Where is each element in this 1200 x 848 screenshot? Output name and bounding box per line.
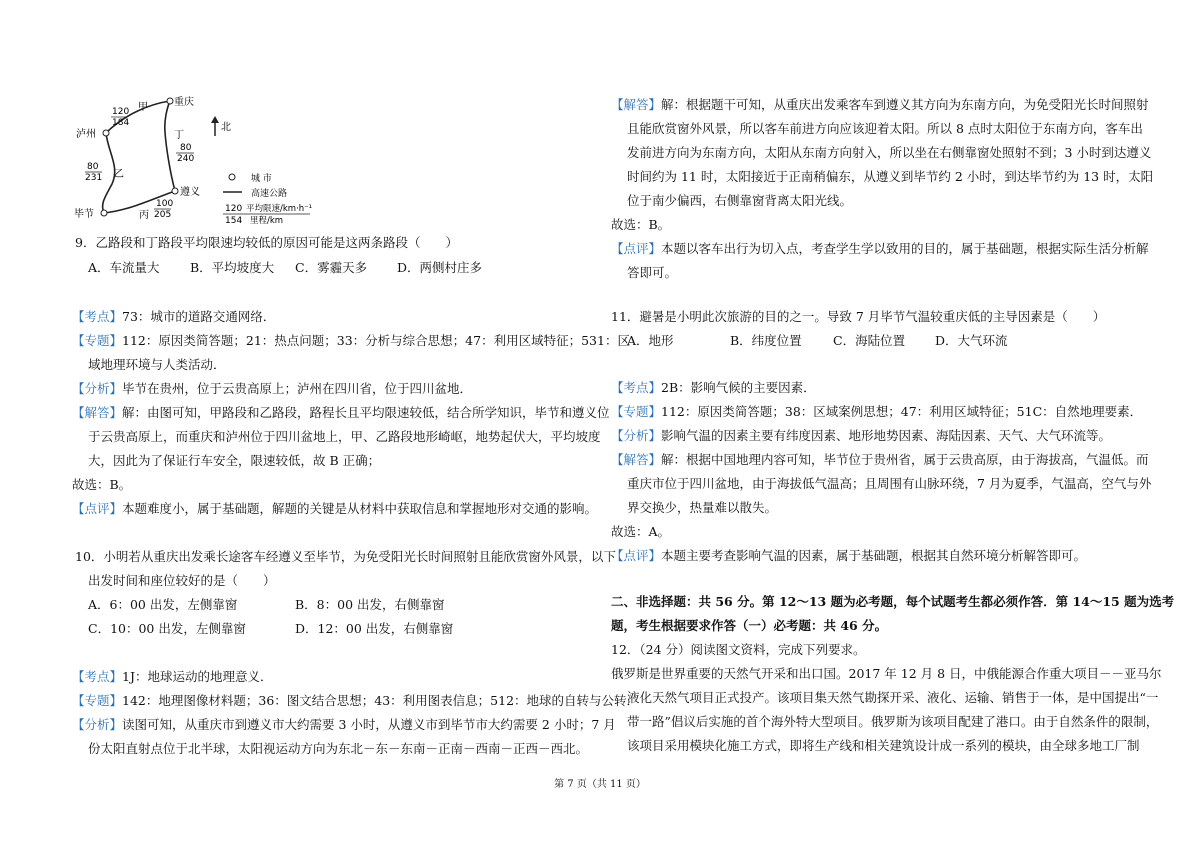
segment-bing-label: 丙 — [139, 210, 149, 221]
jieda-text: 解：由图可知，甲路段和乙路段，路程长且平均限速较低，结合所学知识，毕节和遵义位 — [122, 405, 610, 420]
zhuanti-text: 112：原因类简答题；21：热点问题；33：分析与综合思想；47：利用区域特征；531：区 — [122, 333, 630, 348]
question-12-passage-1: 俄罗斯是世界重要的天然气开采和出口国。2017 年 12 月 8 日，中俄能源合作重大项目－－亚马尔 — [611, 666, 1162, 681]
kaodian-text: 1J：地球运动的地理意义． — [122, 669, 273, 684]
bing-distance: 205 — [154, 210, 172, 220]
fenxi-text: 读图可知，从重庆市到遵义市大约需要 3 小时，从遵义市到毕节市大约需要 2 小时；7 月 — [122, 717, 616, 732]
q10-jieda-cont-4: 位于南少偏西，右侧靠窗背离太阳光线。 — [627, 193, 853, 208]
fenxi-text: 毕节在贵州，位于云贵高原上；泸州在四川省，位于四川盆地． — [122, 381, 473, 396]
legend-speed-label: 平均限速/km·h⁻¹ — [246, 204, 313, 214]
q9-jieda-cont-2: 大，因此为了保证行车安全，限速较低，故 B 正确； — [88, 453, 381, 468]
q9-jieda-cont-1: 于云贵高原上，而重庆和泸州位于四川盆地上，甲、乙路段地形崎岖，地势起伏大，平均坡度 — [88, 429, 601, 444]
legend-distance-value: 154 — [225, 216, 243, 226]
q11-kaodian — [611, 380, 816, 396]
segment-ding-label: 丁 — [174, 130, 184, 141]
dianping-tag: 【点评】 — [611, 241, 662, 256]
q11-dianping — [611, 548, 1086, 564]
dianping-tag: 【点评】 — [611, 548, 662, 563]
q11-zhuanti — [611, 404, 1142, 420]
kaodian-text: 2B：影响气候的主要因素． — [661, 380, 816, 395]
question-11-option-d: D．大气环流 — [935, 333, 1008, 348]
yi-speed: 80 — [87, 162, 99, 172]
q9-dianping — [72, 501, 597, 517]
q11-answer: 故选：A。 — [611, 524, 671, 539]
question-12-passage-3: 带一路”倡议后实施的首个海外特大型项目。俄罗斯为该项目配建了港口。由于自然条件的限制， — [627, 714, 1159, 729]
kaodian-tag: 【考点】 — [72, 309, 123, 324]
q9-jieda — [72, 405, 610, 421]
q10-jieda — [611, 97, 1149, 113]
zhuanti-tag: 【专题】 — [72, 693, 123, 708]
q10-jieda-cont-3: 时间约为 11 时，太阳接近于正南稍偏东，从遵义到毕节约 2 小时，到达毕节约为 13 时，太阳 — [627, 169, 1154, 184]
city-bijie-marker — [101, 210, 107, 216]
question-10-stem-cont: 出发时间和座位较好的是（ ） — [88, 573, 276, 588]
dianping-text: 本题难度小，属于基础题，解题的关键是从材料中获取信息和掌握地形对交通的影响。 — [122, 501, 598, 516]
jieda-text: 解：根据题干可知，从重庆出发乘客车到遵义其方向为东南方向，为免受阳光长时间照射 — [661, 97, 1149, 112]
city-zunyi-label: 遵义 — [180, 187, 200, 198]
bing-speed: 100 — [156, 199, 174, 209]
jieda-tag: 【解答】 — [72, 405, 123, 420]
q11-jieda — [611, 452, 1149, 468]
legend-speed-value: 120 — [225, 204, 243, 214]
q10-fenxi — [72, 717, 616, 733]
question-11-option-c: C．海陆位置 — [833, 333, 906, 348]
q9-answer: 故选：B。 — [72, 477, 132, 492]
q9-zhuanti-cont: 域地理环境与人类活动． — [88, 357, 226, 372]
question-9-option-a: A．车流量大 — [88, 260, 160, 275]
jia-speed: 120 — [112, 107, 130, 117]
q10-kaodian — [72, 669, 272, 685]
city-zunyi-marker — [172, 188, 178, 194]
jieda-tag: 【解答】 — [611, 97, 662, 112]
segment-yi-label: 乙 — [114, 169, 124, 180]
yi-distance: 231 — [85, 173, 103, 183]
section-2-title: 二、非选择题：共 56 分。第 12～13 题为必考题，每个试题考生都必须作答．第 14～15 题为选考 — [611, 594, 1175, 609]
road-zunyi-chongqing — [165, 101, 175, 191]
question-11-stem: 11．避暑是小明此次旅游的目的之一。导致 7 月毕节气温较重庆低的主导因素是（ ） — [611, 309, 1106, 324]
city-chongqing-marker — [167, 98, 173, 104]
question-11-option-a: A．地形 — [627, 333, 674, 348]
question-10-option-a: A．6：00 出发，左侧靠窗 — [88, 597, 238, 612]
ding-distance: 240 — [177, 154, 195, 164]
q11-fenxi — [611, 428, 1111, 444]
question-9-stem: 9．乙路段和丁路段平均限速均较低的原因可能是这两条路段（ ） — [75, 235, 458, 250]
city-bijie-label: 毕节 — [74, 209, 94, 220]
q11-jieda-cont-1: 重庆市位于四川盆地，由于海拔低气温高；且周围有山脉环绕，7 月为夏季，气温高，空气与外 — [627, 476, 1152, 491]
jieda-tag: 【解答】 — [611, 452, 662, 467]
dianping-text: 本题以客车出行为切入点，考查学生学以致用的目的，属于基础题，根据实际生活分析解 — [661, 241, 1149, 256]
question-11-option-b: B．纬度位置 — [730, 333, 802, 348]
road-map-figure — [70, 92, 350, 227]
q10-dianping — [611, 241, 1149, 257]
question-10-option-d: D．12：00 出发，右侧靠窗 — [295, 621, 454, 636]
q10-dianping-cont: 答即可。 — [627, 265, 678, 280]
zhuanti-text: 142：地理图像材料题；36：图文结合思想；43：利用图表信息；512：地球的自转与公转． — [122, 693, 640, 708]
q10-jieda-cont-1: 且能欣赏窗外风景，所以客车前进方向应该迎着太阳。所以 8 点时太阳位于东南方向，客车出 — [627, 121, 1143, 136]
road-luzhou-bijie — [103, 133, 115, 213]
question-10-stem: 10．小明若从重庆出发乘长途客车经遵义至毕节，为免受阳光长时间照射且能欣赏窗外风景，以下 — [75, 549, 616, 564]
question-10-option-b: B．8：00 出发，右侧靠窗 — [295, 597, 445, 612]
legend-distance-label: 里程/km — [250, 216, 284, 226]
ding-speed: 80 — [180, 143, 192, 153]
question-9-option-c: C．雾霾天多 — [295, 260, 368, 275]
q9-kaodian — [72, 309, 275, 325]
question-12-passage-4: 该项目采用模块化施工方式，即将生产线和相关建筑设计成一系列的模块，由全球多地工厂制 — [627, 738, 1140, 753]
q10-answer: 故选：B。 — [611, 217, 671, 232]
section-2-title-cont: 题，考生根据要求作答（一）必考题：共 46 分。 — [611, 618, 888, 633]
kaodian-tag: 【考点】 — [611, 380, 662, 395]
north-label: 北 — [221, 122, 231, 133]
fenxi-text: 影响气温的因素主要有纬度因素、地形地势因素、海陆因素、天气、大气环流等。 — [661, 428, 1112, 443]
q9-fenxi — [72, 381, 472, 397]
dianping-text: 本题主要考查影响气温的因素，属于基础题，根据其自然环境分析解答即可。 — [661, 548, 1087, 563]
q10-fenxi-cont: 份太阳直射点位于北半球，太阳视运动方向为东北－东－东南－正南－西南－正西－西北。 — [88, 741, 589, 756]
question-9-option-d: D．两侧村庄多 — [397, 260, 483, 275]
question-9-option-b: B．平均坡度大 — [190, 260, 275, 275]
legend-city-icon — [229, 174, 235, 180]
fenxi-tag: 【分析】 — [611, 428, 662, 443]
fenxi-tag: 【分析】 — [72, 717, 123, 732]
question-12-stem: 12．（24 分）阅读图文资料，完成下列要求。 — [611, 642, 866, 657]
jieda-text: 解：根据中国地理内容可知，毕节位于贵州省，属于云贵高原，由于海拔高，气温低。而 — [661, 452, 1149, 467]
q9-zhuanti — [72, 333, 630, 349]
page-number: 第 7 页（共 11 页） — [554, 779, 646, 790]
dianping-tag: 【点评】 — [72, 501, 123, 516]
fenxi-tag: 【分析】 — [72, 381, 123, 396]
kaodian-text: 73：城市的道路交通网络． — [122, 309, 276, 324]
city-chongqing-label: 重庆 — [174, 97, 194, 108]
q11-jieda-cont-2: 界交换少，热量难以散失。 — [627, 500, 778, 515]
segment-jia-label: 甲 — [138, 102, 148, 113]
zhuanti-text: 112：原因类简答题；38：区域案例思想；47：利用区域特征；51C：自然地理要素． — [661, 404, 1143, 419]
kaodian-tag: 【考点】 — [72, 669, 123, 684]
q10-zhuanti — [72, 693, 639, 709]
question-12-passage-2: 液化天然气项目正式投产。该项目集天然气勘探开采、液化、运输、销售于一体，是中国提出“一 — [627, 690, 1159, 705]
legend-road-label: 高速公路 — [251, 189, 288, 199]
north-arrow-icon — [211, 116, 219, 136]
city-luzhou-label: 泸州 — [76, 129, 96, 140]
zhuanti-tag: 【专题】 — [611, 404, 662, 419]
jia-distance: 184 — [112, 118, 130, 128]
question-10-option-c: C．10：00 出发，左侧靠窗 — [88, 621, 246, 636]
zhuanti-tag: 【专题】 — [72, 333, 123, 348]
legend-city-label: 城 市 — [251, 174, 272, 184]
q10-jieda-cont-2: 发前进方向为东南方向，太阳从东南方向射入，所以坐在右侧靠窗处照射不到；3 小时到达遵义 — [627, 145, 1152, 160]
city-luzhou-marker — [103, 130, 109, 136]
